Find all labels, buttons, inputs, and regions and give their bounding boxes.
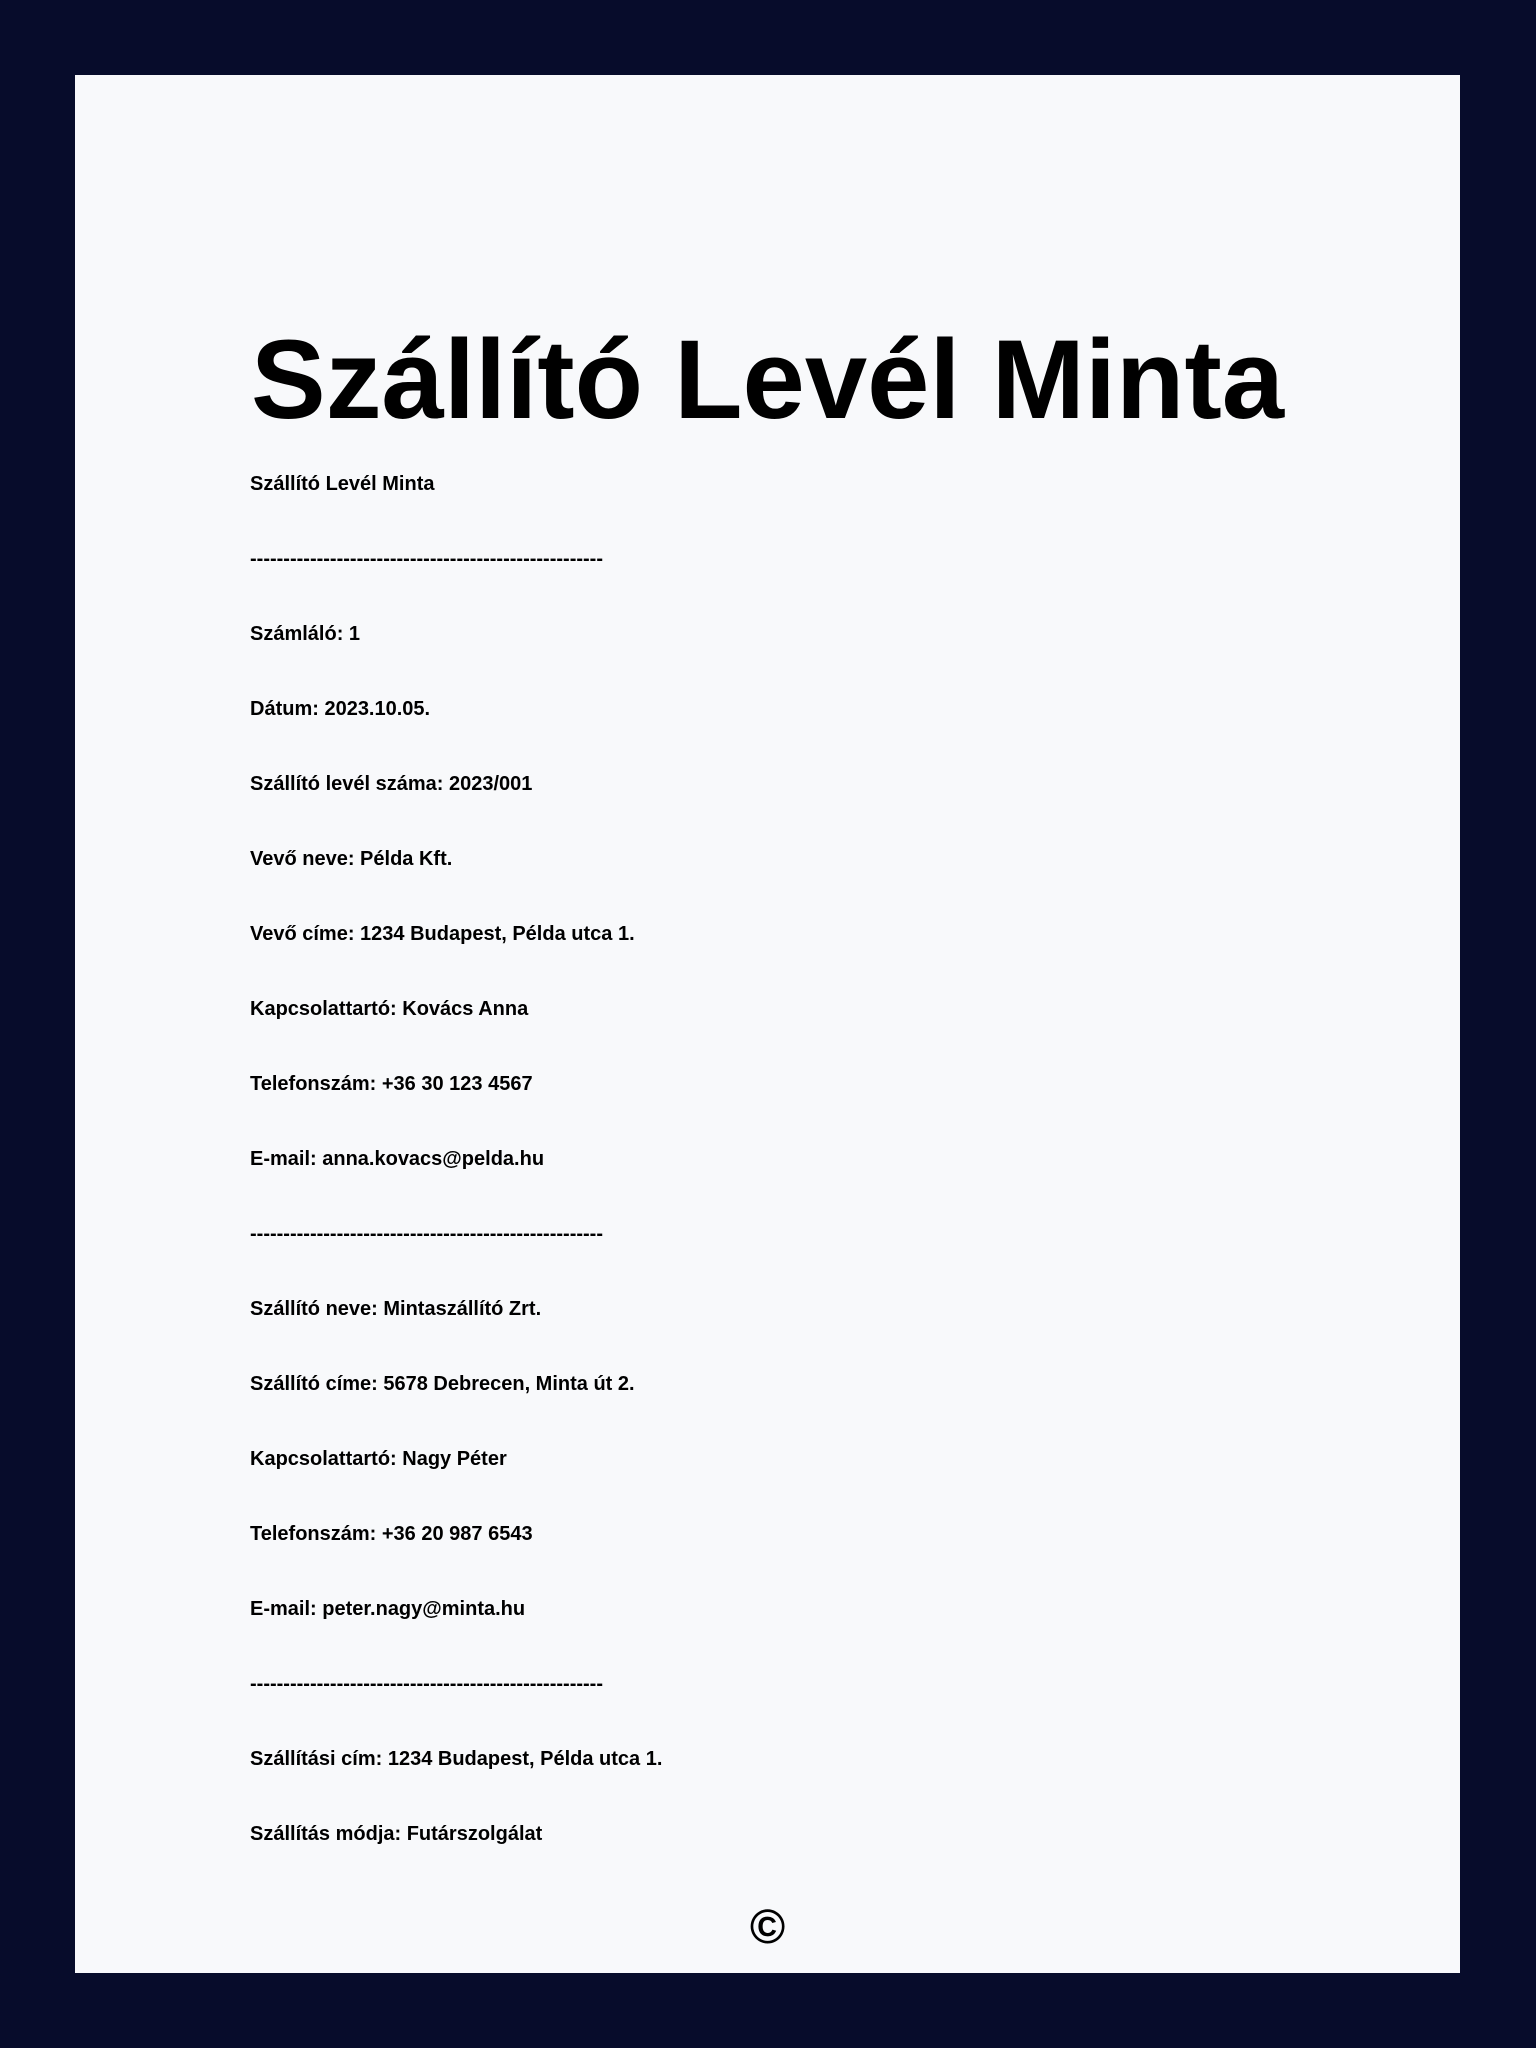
line-buyer-phone: Telefonszám: +36 30 123 4567 (250, 1073, 533, 1095)
line-supplier-email: E-mail: peter.nagy@minta.hu (250, 1598, 526, 1620)
line-date: Dátum: 2023.10.05. (250, 698, 431, 720)
line-counter: Számláló: 1 (250, 623, 361, 645)
line-supplier-address: Szállító címe: 5678 Debrecen, Minta út 2. (250, 1373, 635, 1395)
document-lines (250, 447, 662, 1872)
line-supplier-name: Szállító neve: Mintaszállító Zrt. (250, 1298, 542, 1320)
line-buyer-name: Vevő neve: Példa Kft. (250, 848, 453, 870)
line-supplier-phone: Telefonszám: +36 20 987 6543 (250, 1523, 533, 1545)
separator: ----------------------------------------------------- (250, 1223, 603, 1245)
line-delivery-number: Szállító levél száma: 2023/001 (250, 773, 533, 795)
line-buyer-email: E-mail: anna.kovacs@pelda.hu (250, 1148, 545, 1170)
line-shipping-address: Szállítási cím: 1234 Budapest, Példa utca 1. (250, 1748, 663, 1770)
separator: ----------------------------------------------------- (250, 548, 603, 570)
document-title: Szállító Levél Minta (250, 317, 1285, 442)
line-buyer-address: Vevő címe: 1234 Budapest, Példa utca 1. (250, 923, 635, 945)
copyright-icon: © (749, 1901, 786, 1954)
line-buyer-contact: Kapcsolattartó: Kovács Anna (250, 998, 529, 1020)
separator: ----------------------------------------------------- (250, 1673, 603, 1695)
document-page (75, 75, 1460, 1973)
line-shipping-method: Szállítás módja: Futárszolgálat (250, 1823, 543, 1845)
line-heading: Szállító Levél Minta (250, 473, 435, 495)
line-supplier-contact: Kapcsolattartó: Nagy Péter (250, 1448, 507, 1470)
